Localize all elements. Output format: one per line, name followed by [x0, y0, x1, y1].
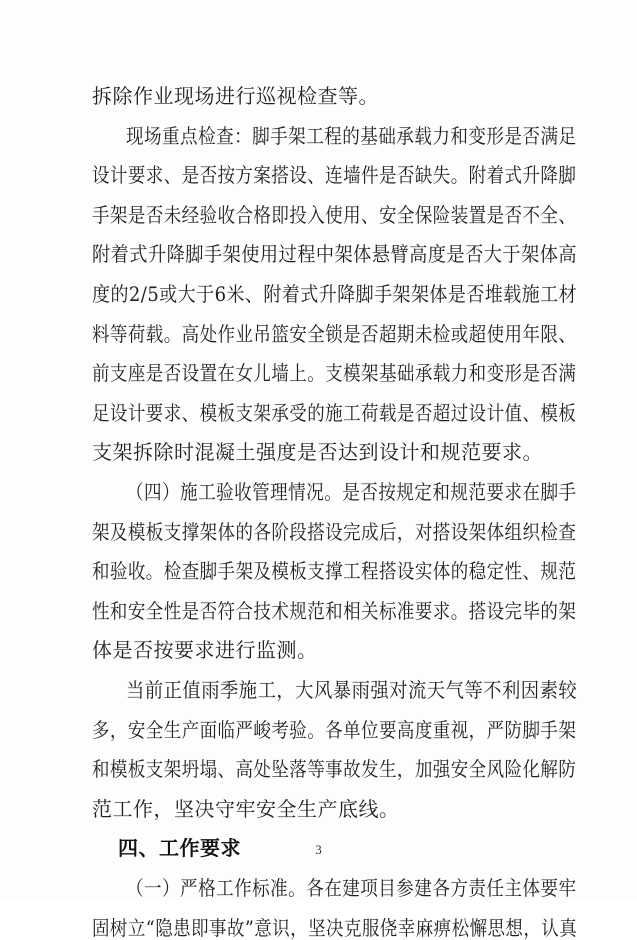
paragraph-line: 和模板支架坍塌、高处坠落等事故发生，加强安全风险化解防 [92, 757, 577, 782]
paragraph-line: 性和安全性是否符合技术规范和相关标准要求。搭设完毕的架 [92, 598, 577, 623]
paragraph-line: 当前正值雨季施工，大风暴雨强对流天气等不利因素较 [126, 678, 578, 702]
paragraph-line: 拆除作业现场进行巡视检查等。 [92, 84, 379, 108]
paragraph-line: 体是否按要求进行监测。 [92, 638, 318, 663]
paragraph-line: 足设计要求、模板支架承受的施工荷载是否超过设计值、模板 [92, 400, 577, 425]
page-number: 3 [315, 842, 322, 857]
subsection-line: （一）严格工作标准。各在建项目参建各方责任主体要牢 [126, 876, 577, 900]
section-heading: 四、工作要求 [118, 836, 241, 861]
paragraph-line: 支架拆除时混凝土强度是否达到设计和规范要求。 [92, 440, 543, 465]
paragraph-line: 和验收。检查脚手架及模板支撑工程搭设实体的稳定性、规范 [92, 559, 577, 584]
paragraph-line: 料等荷载。高处作业吊篮安全锁是否超期未检或超使用年限、 [92, 321, 577, 346]
paragraph-line: 现场重点检查：脚手架工程的基础承载力和变形是否满足 [126, 123, 577, 148]
section-four-line: （四）施工验收管理情况。是否按规定和规范要求在脚手 [126, 480, 577, 504]
paragraph-line: 架及模板支撑架体的各阶段搭设完成后，对搭设架体组织检查 [92, 519, 577, 544]
paragraph-line: 度的2/5或大于6米、附着式升降脚手架架体是否堆载施工材 [92, 282, 578, 306]
paragraph-line: 附着式升降脚手架使用过程中架体悬臂高度是否大于架体高 [92, 242, 578, 267]
paragraph-line: 手架是否未经验收合格即投入使用、安全保险装置是否不全、 [92, 202, 577, 227]
paragraph-line: 多，安全生产面临严峻考验。各单位要高度重视，严防脚手架 [92, 717, 577, 742]
paragraph-line: 范工作，坚决守牢安全生产底线。 [92, 796, 400, 821]
paragraph-line: 设计要求、是否按方案搭设、连墙件是否缺失。附着式升降脚 [92, 163, 577, 188]
paragraph-line: 固树立“隐患即事故”意识，坚决克服侥幸麻痹松懈思想，认真 [92, 915, 578, 940]
paragraph-line: 前支座是否设置在女儿墙上。支模架基础承载力和变形是否满 [92, 361, 577, 386]
